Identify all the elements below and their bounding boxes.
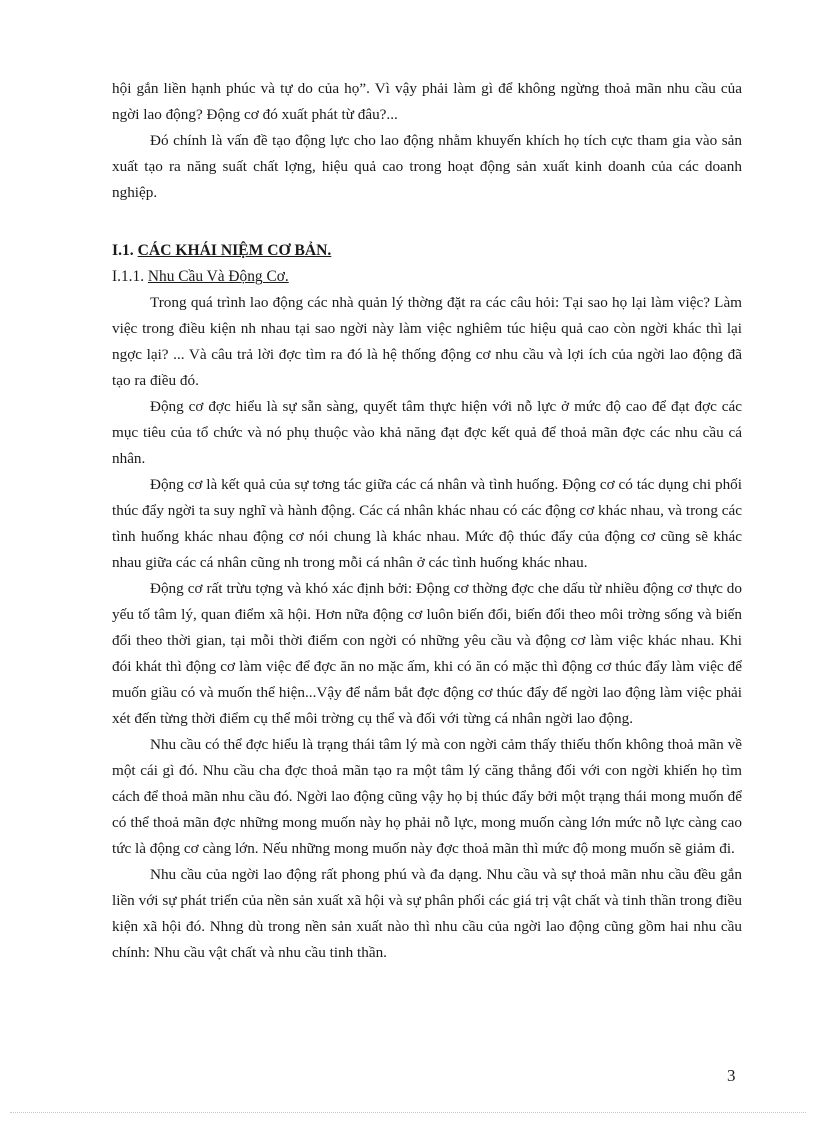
- section-number: I.1.: [112, 242, 134, 259]
- subsection-title: Nhu Cầu Và Động Cơ.: [147, 268, 289, 285]
- section-title: CÁC KHÁI NIỆM CƠ BẢN.: [137, 242, 332, 259]
- paragraph-body: Động cơ rất trừu tợng và khó xác định bởi: Động cơ thờng đợc che dấu từ nhiều động cơ thực do yếu tố tâm lý, quan điểm xã hội. Hơn nữa động cơ luôn biến đổi, biến đổi theo môi trờng sống và biến đổi theo thời gian, tại mỗi thời điểm con ngời có những yêu cầu và động cơ làm việc khác nhau. Khi đói khát thì động cơ làm việc để đợc ăn no mặc ấm, khi có ăn có mặc thì động cơ thúc đẩy làm việc để muốn giầu có và muốn thể hiện...Vậy để nắm bắt đợc động cơ thúc đẩy để ngời lao động làm việc phải xét đến từng thời điểm cụ thể môi trờng cụ thể và đối với từng cá nhân ngời lao động.: [112, 580, 742, 727]
- page-content: [112, 76, 742, 966]
- subsection-heading: [112, 264, 742, 290]
- paragraph-body: Trong quá trình lao động các nhà quản lý thờng đặt ra các câu hỏi: Tại sao họ lại làm việc? Làm việc trong điều kiện nh nhau tại sao ngời này làm việc nghiêm túc hiệu quả cao còn ngời khác thì lại ngợc lại? ... Và câu trả lời đợc tìm ra đó là hệ thống động cơ nhu cầu và lợi ích của ngời lao động đã tạo ra điều đó.: [112, 294, 742, 389]
- paragraph-body: Nhu cầu của ngời lao động rất phong phú và đa dạng. Nhu cầu và sự thoả mãn nhu cầu đều gắn liền với sự phát triển của nền sản xuất xã hội và sự phân phối các giá trị vật chất và tinh thần trong điều kiện xã hội đó. Nhng dù trong nền sản xuất nào thì nhu cầu của ngời lao động cũng gồm hai nhu cầu chính: Nhu cầu vật chất và nhu cầu tinh thần.: [112, 866, 742, 961]
- section-heading: [112, 238, 742, 264]
- paragraph-body: Động cơ là kết quả của sự tơng tác giữa các cá nhân và tình huống. Động cơ có tác dụng chi phối thúc đẩy ngời ta suy nghĩ và hành động. Các cá nhân khác nhau có các động cơ khác nhau, và trong các tình huống khác nhau động cơ nói chung là khác nhau. Mức độ thúc đẩy của động cơ cũng sẽ khác nhau giữa các cá nhân cũng nh trong mỗi cá nhân ở các tình huống khác nhau.: [112, 476, 742, 571]
- paragraph-intro: Đó chính là vấn đề tạo động lực cho lao động nhằm khuyến khích họ tích cực tham gia vào sản xuất tạo ra năng suất chất lợng, hiệu quả cao trong hoạt động sản xuất kinh doanh của các doanh nghiệp.: [112, 132, 742, 201]
- paragraph-body: Nhu cầu có thể đợc hiểu là trạng thái tâm lý mà con ngời cảm thấy thiếu thốn không thoả mãn về một cái gì đó. Nhu cầu cha đợc thoả mãn tạo ra một tâm lý căng thẳng đối với con ngời khiến họ tìm cách để thoả mãn nhu cầu đó. Ngời lao động cũng vậy họ bị thúc đẩy bởi một trạng thái mong muốn để có thể thoả mãn đợc những mong muốn này họ phải nỗ lực, mong muốn càng lớn mức nỗ lực càng cao tức là động cơ càng lớn. Nếu những mong muốn này đợc thoả mãn thì mức độ mong muốn sẽ giảm đi.: [112, 736, 742, 857]
- spacer: [112, 206, 742, 238]
- page-bottom-divider: [10, 1112, 806, 1113]
- page-number: 3: [727, 1066, 736, 1085]
- paragraph-continuation: hội gắn liền hạnh phúc và tự do của họ”. Vì vậy phải làm gì để không ngừng thoả mãn nhu cầu của ngời lao động? Động cơ đó xuất phát từ đâu?...: [112, 80, 742, 123]
- paragraph-body: Động cơ đợc hiểu là sự sẵn sàng, quyết tâm thực hiện với nỗ lực ở mức độ cao để đạt đợc các mục tiêu của tổ chức và nó phụ thuộc vào khả năng đạt đợc kết quả để thoả mãn đợc các nhu cầu cá nhân.: [112, 398, 742, 467]
- subsection-number: I.1.1.: [112, 268, 145, 285]
